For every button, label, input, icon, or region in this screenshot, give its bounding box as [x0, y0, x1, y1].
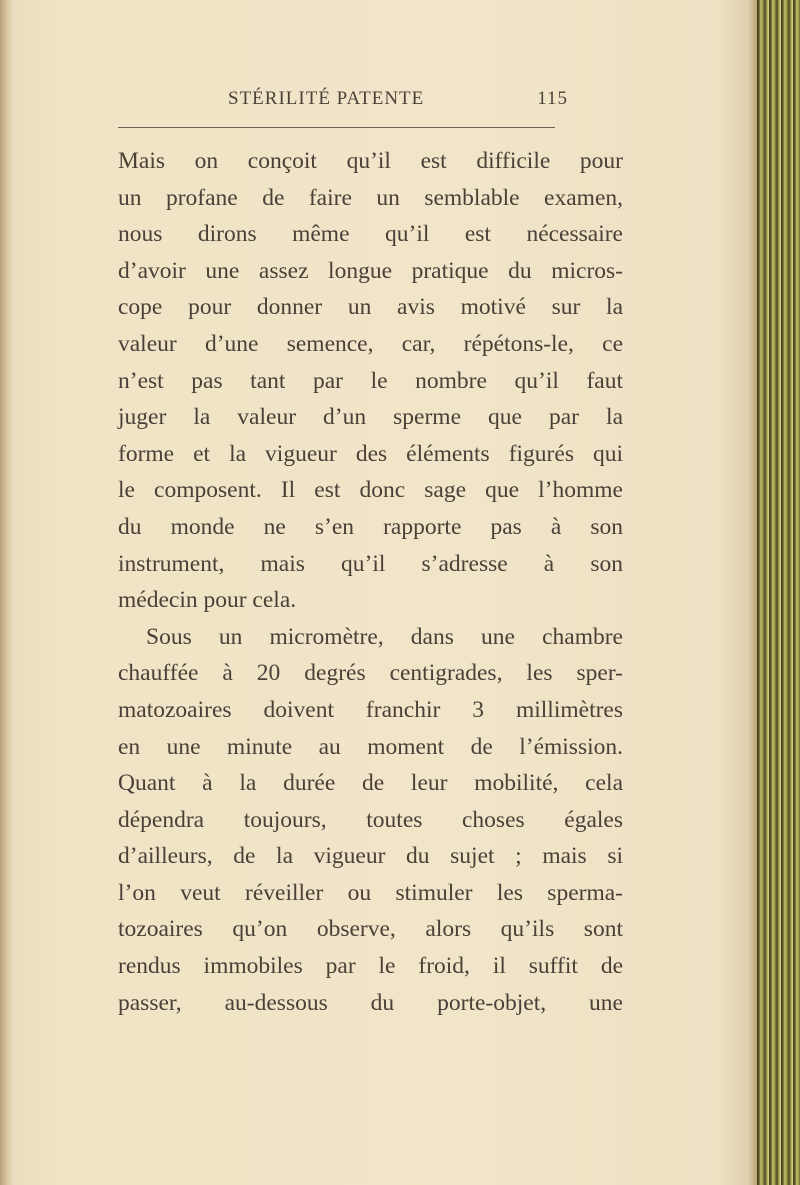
text-line: dépendra toujours, toutes choses égales — [118, 806, 623, 833]
running-title: STÉRILITÉ PATENTE — [228, 88, 425, 109]
text-line: du monde ne s’en rapporte pas à son — [118, 513, 623, 540]
text-line: valeur d’une semence, car, répétons-le, ce — [118, 330, 623, 357]
page-header — [228, 88, 574, 118]
text-line: un profane de faire un semblable examen, — [118, 184, 623, 211]
text-line: Sous un micromètre, dans une chambre — [146, 623, 623, 650]
text-line: juger la valeur d’un sperme que par la — [118, 404, 623, 431]
book-spine — [757, 0, 800, 1185]
text-line: Mais on conçoit qu’il est difficile pour — [118, 148, 623, 174]
text-line: matozoaires doivent franchir 3 millimètres — [118, 696, 623, 723]
text-line: d’ailleurs, de la vigueur du sujet ; mais si — [118, 843, 623, 870]
text-line: nous dirons même qu’il est nécessaire — [118, 221, 623, 248]
text-line: passer, au-dessous du porte-objet, une — [118, 989, 623, 1016]
text-line: forme et la vigueur des éléments figurés qui — [118, 440, 623, 467]
header-rule — [118, 127, 555, 128]
text-line: cope pour donner un avis motivé sur la — [118, 294, 623, 321]
page-number: 115 — [537, 88, 568, 109]
body-text — [118, 143, 623, 1021]
text-line: chauffée à 20 degrés centigrades, les sper- — [118, 660, 623, 687]
text-line: en une minute au moment de l’émission. — [118, 733, 623, 760]
text-line: instrument, mais qu’il s’adresse à son — [118, 550, 623, 577]
text-line: l’on veut réveiller ou stimuler les sperma- — [118, 879, 623, 906]
text-line: rendus immobiles par le froid, il suffit de — [118, 953, 623, 980]
page-left-edge — [0, 0, 14, 1185]
text-line: Quant à la durée de leur mobilité, cela — [118, 770, 623, 797]
text-line: le composent. Il est donc sage que l’homme — [118, 477, 623, 504]
text-line: d’avoir une assez longue pratique du micros- — [118, 257, 623, 284]
text-line: médecin pour cela. — [118, 587, 297, 614]
text-line: n’est pas tant par le nombre qu’il faut — [118, 367, 623, 394]
text-line: tozoaires qu’on observe, alors qu’ils sont — [118, 916, 623, 943]
